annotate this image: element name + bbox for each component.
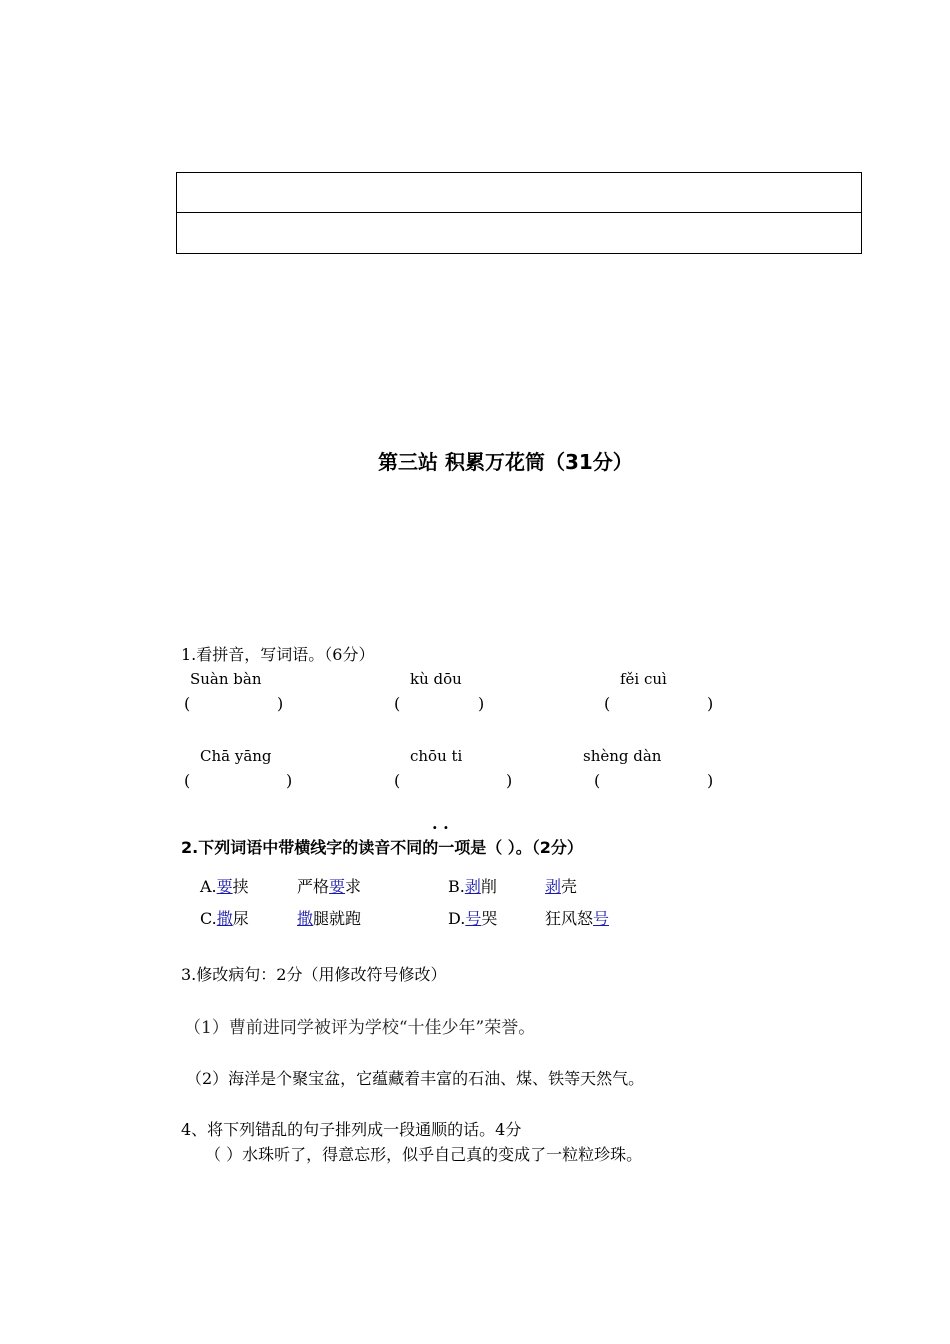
q1-blank-2-close: ) (478, 694, 485, 713)
option-c-prefix: C. (200, 909, 217, 928)
q2-option-a (200, 874, 249, 897)
q1-blank-3-open: ( (604, 694, 611, 713)
q1-pinyin-4: Chā yāng (200, 747, 272, 765)
q1-blank-4-open: ( (184, 771, 191, 790)
q2-emphasis-dots: . . (432, 814, 449, 833)
q1-blank-1-open: ( (184, 694, 191, 713)
option-c-word1-underlined: 撒 (216, 909, 233, 928)
q4-label: 4、将下列错乱的句子排列成一段通顺的话。4分 (181, 1120, 522, 1139)
q3-label: 3.修改病句：2分（用修改符号修改） (181, 965, 447, 984)
q1-blank-6-open: ( (594, 771, 601, 790)
q1-label: 1.看拼音，写词语。（6分） (181, 645, 375, 664)
q1-blank-3-close: ) (707, 694, 714, 713)
q4-sentence-1: （ ）水珠听了，得意忘形，似乎自己真的变成了一粒粒珍珠。 (205, 1145, 643, 1164)
option-b-word1-rest: 削 (480, 877, 497, 896)
q1-pinyin-5: chōu ti (410, 747, 463, 765)
option-d-prefix: D. (448, 909, 466, 928)
option-d-word2-left: 狂风怒 (545, 909, 594, 928)
option-a-prefix: A. (200, 877, 217, 896)
option-b-word2-underlined: 剥 (545, 877, 562, 896)
q2-option-d-word2 (545, 906, 609, 929)
q2-option-b-word2 (545, 874, 577, 897)
q2-option-a-word2 (297, 874, 361, 897)
q2-option-b (448, 874, 497, 897)
q2-option-c-word2 (297, 906, 361, 929)
q1-blank-2-open: ( (394, 694, 401, 713)
q2-option-d (448, 906, 497, 929)
option-d-word1-underlined: 号 (465, 909, 482, 928)
header-table-row-1 (177, 173, 861, 213)
option-a-word2-underlined: 要 (329, 877, 346, 896)
q1-blank-5-open: ( (394, 771, 401, 790)
q1-blank-4-close: ) (286, 771, 293, 790)
header-table-row-2 (177, 213, 861, 253)
q1-blank-1-close: ) (277, 694, 284, 713)
option-b-word2-rest: 壳 (561, 877, 578, 896)
q1-pinyin-6: shèng dàn (583, 747, 662, 765)
option-c-word1-rest: 尿 (232, 909, 249, 928)
option-a-word1-rest: 挟 (232, 877, 249, 896)
option-c-word2-underlined: 撒 (297, 909, 314, 928)
q1-blank-5-close: ) (506, 771, 513, 790)
q1-pinyin-2: kù dōu (410, 670, 462, 688)
option-b-word1-underlined: 剥 (464, 877, 481, 896)
q1-pinyin-1: Suàn bàn (190, 670, 262, 688)
option-d-word2-underlined: 号 (593, 909, 610, 928)
q1-blank-6-close: ) (707, 771, 714, 790)
option-d-word1-rest: 哭 (481, 909, 498, 928)
q2-label: 2.下列词语中带横线字的读音不同的一项是（ ）。（2分） (181, 838, 583, 857)
q3-sentence-1: （1）曹前进同学被评为学校“十佳少年”荣誉。 (184, 1018, 536, 1038)
section-title: 第三站 积累万花筒（31分） (378, 450, 633, 474)
option-c-word2-rest: 腿就跑 (313, 909, 362, 928)
option-a-word1-underlined: 要 (216, 877, 233, 896)
option-a-word2-rest: 求 (345, 877, 362, 896)
q3-sentence-2: （2）海洋是个聚宝盆，它蕴藏着丰富的石油、煤、铁等天然气。 (186, 1069, 645, 1088)
option-b-prefix: B. (448, 877, 465, 896)
q1-pinyin-3: fěi cuì (620, 670, 667, 688)
option-a-word2-left: 严格 (297, 877, 330, 896)
q2-option-c (200, 906, 249, 929)
header-table (176, 172, 862, 254)
